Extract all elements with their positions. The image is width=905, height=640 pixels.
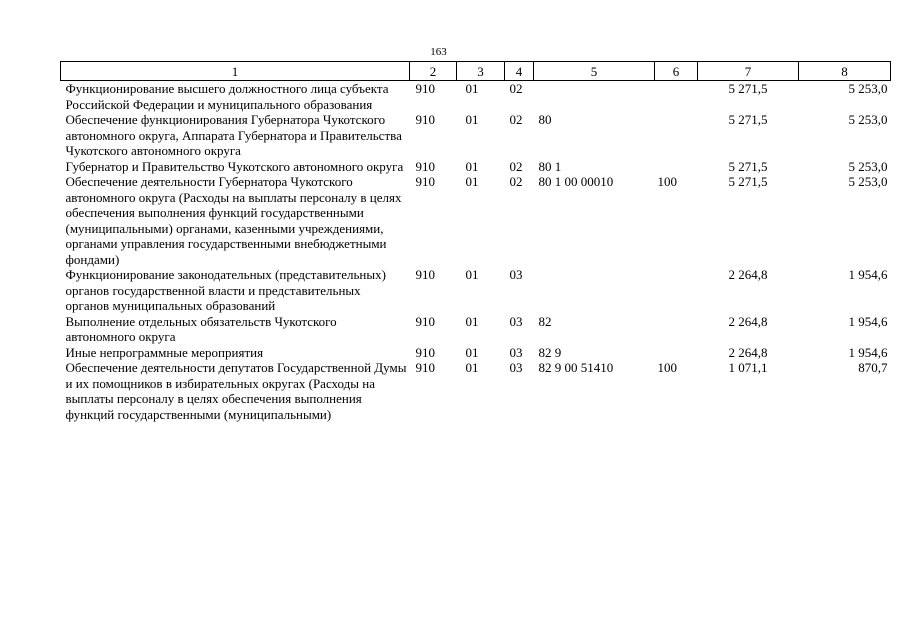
row-name: Обеспечение деятельности Губернатора Чукотского автономного округа (Расходы на выплаты персоналу в целях обеспечения выполнения функций государственными (муниципальными) органами, казенными учреждениями, органами управления государственными внебюджетными фондами) xyxy=(65,174,402,267)
table-body xyxy=(61,81,891,423)
table-row xyxy=(61,267,891,314)
row-ministry-code: 910 xyxy=(415,313,435,329)
row-expense-type xyxy=(655,267,698,314)
row-amount-8: 1 954,6 xyxy=(848,267,888,282)
budget-table xyxy=(60,61,891,422)
header-cell-3: 3 xyxy=(457,62,505,81)
row-amount-7: 5 271,5 xyxy=(728,81,768,96)
row-subsection-code: 02 xyxy=(509,81,523,96)
row-name: Выполнение отдельных обязательств Чукотского автономного округа xyxy=(65,313,337,344)
table-row xyxy=(61,159,891,175)
row-subsection-code: 02 xyxy=(509,174,523,189)
header-cell-2: 2 xyxy=(410,62,457,81)
row-expense-type xyxy=(655,112,698,159)
table-header xyxy=(61,62,891,81)
row-amount-7: 2 264,8 xyxy=(728,344,768,360)
header-cell-5: 5 xyxy=(534,62,655,81)
row-amount-8: 5 253,0 xyxy=(848,158,888,174)
row-subsection-code: 03 xyxy=(509,360,523,375)
row-subsection-code: 02 xyxy=(509,158,523,174)
table-row xyxy=(61,81,891,113)
row-amount-7: 2 264,8 xyxy=(728,267,768,282)
row-target-code xyxy=(534,267,655,314)
row-name: Иные непрограммные мероприятия xyxy=(65,344,264,360)
row-ministry-code: 910 xyxy=(415,174,435,189)
row-name: Губернатор и Правительство Чукотского автономного округа xyxy=(65,158,404,174)
row-name: Функционирование высшего должностного лица субъекта Российской Федерации и муниципального образования xyxy=(65,81,389,112)
header-cell-4: 4 xyxy=(505,62,534,81)
row-ministry-code: 910 xyxy=(415,344,435,360)
row-amount-8: 5 253,0 xyxy=(848,81,888,96)
row-ministry-code: 910 xyxy=(415,112,435,127)
row-ministry-code: 910 xyxy=(415,360,435,375)
row-section-code: 01 xyxy=(465,158,479,174)
row-target-code: 82 xyxy=(538,313,552,329)
table-row xyxy=(61,345,891,361)
page-number: 163 xyxy=(430,46,447,58)
row-target-code: 80 1 00 00010 xyxy=(538,174,614,189)
row-amount-8: 1 954,6 xyxy=(848,344,888,360)
row-amount-8: 5 253,0 xyxy=(848,174,888,189)
row-name: Обеспечение функционирования Губернатора Чукотского автономного округа, Аппарата Губернатора и Правительства Чукотского автономного округа xyxy=(65,112,402,158)
row-subsection-code: 03 xyxy=(509,313,523,329)
row-subsection-code: 03 xyxy=(509,267,523,282)
header-row xyxy=(61,62,891,81)
row-ministry-code: 910 xyxy=(415,267,435,282)
row-amount-7: 5 271,5 xyxy=(728,158,768,174)
row-amount-8: 5 253,0 xyxy=(848,112,888,127)
row-ministry-code: 910 xyxy=(415,158,435,174)
row-amount-7: 2 264,8 xyxy=(728,313,768,329)
row-expense-type xyxy=(655,159,698,175)
row-expense-type xyxy=(655,345,698,361)
row-expense-type xyxy=(655,314,698,345)
row-target-code: 80 xyxy=(538,112,552,127)
row-amount-8: 1 954,6 xyxy=(848,313,888,329)
header-cell-1: 1 xyxy=(61,62,410,81)
row-subsection-code: 03 xyxy=(509,344,523,360)
row-subsection-code: 02 xyxy=(509,112,523,127)
row-ministry-code: 910 xyxy=(415,81,435,96)
row-expense-type: 100 xyxy=(657,174,677,189)
table-row xyxy=(61,112,891,159)
header-cell-6: 6 xyxy=(655,62,698,81)
row-name: Обеспечение деятельности депутатов Государственной Думы и их помощников в избирательных округах (Расходы на выплаты персоналу в целях обеспечения выполнения функций государственными (муниципальными) xyxy=(65,360,407,422)
row-section-code: 01 xyxy=(465,174,479,189)
row-amount-7: 1 071,1 xyxy=(728,360,768,375)
row-amount-7: 5 271,5 xyxy=(728,112,768,127)
row-target-code: 82 9 00 51410 xyxy=(538,360,614,375)
table-row xyxy=(61,314,891,345)
row-section-code: 01 xyxy=(465,112,479,127)
row-amount-8: 870,7 xyxy=(858,360,888,375)
row-section-code: 01 xyxy=(465,360,479,375)
row-section-code: 01 xyxy=(465,344,479,360)
row-section-code: 01 xyxy=(465,267,479,282)
row-amount-7: 5 271,5 xyxy=(728,174,768,189)
table-row xyxy=(61,174,891,267)
row-section-code: 01 xyxy=(465,313,479,329)
row-expense-type xyxy=(655,81,698,113)
row-target-code: 82 9 xyxy=(538,344,562,360)
table-row xyxy=(61,360,891,422)
row-expense-type: 100 xyxy=(657,360,677,375)
row-target-code: 80 1 xyxy=(538,158,562,174)
row-target-code xyxy=(534,81,655,113)
header-cell-8: 8 xyxy=(799,62,891,81)
row-section-code: 01 xyxy=(465,81,479,96)
row-name: Функционирование законодательных (представительных) органов государственной власти и представительных органов муниципальных образований xyxy=(65,267,386,313)
header-cell-7: 7 xyxy=(698,62,799,81)
